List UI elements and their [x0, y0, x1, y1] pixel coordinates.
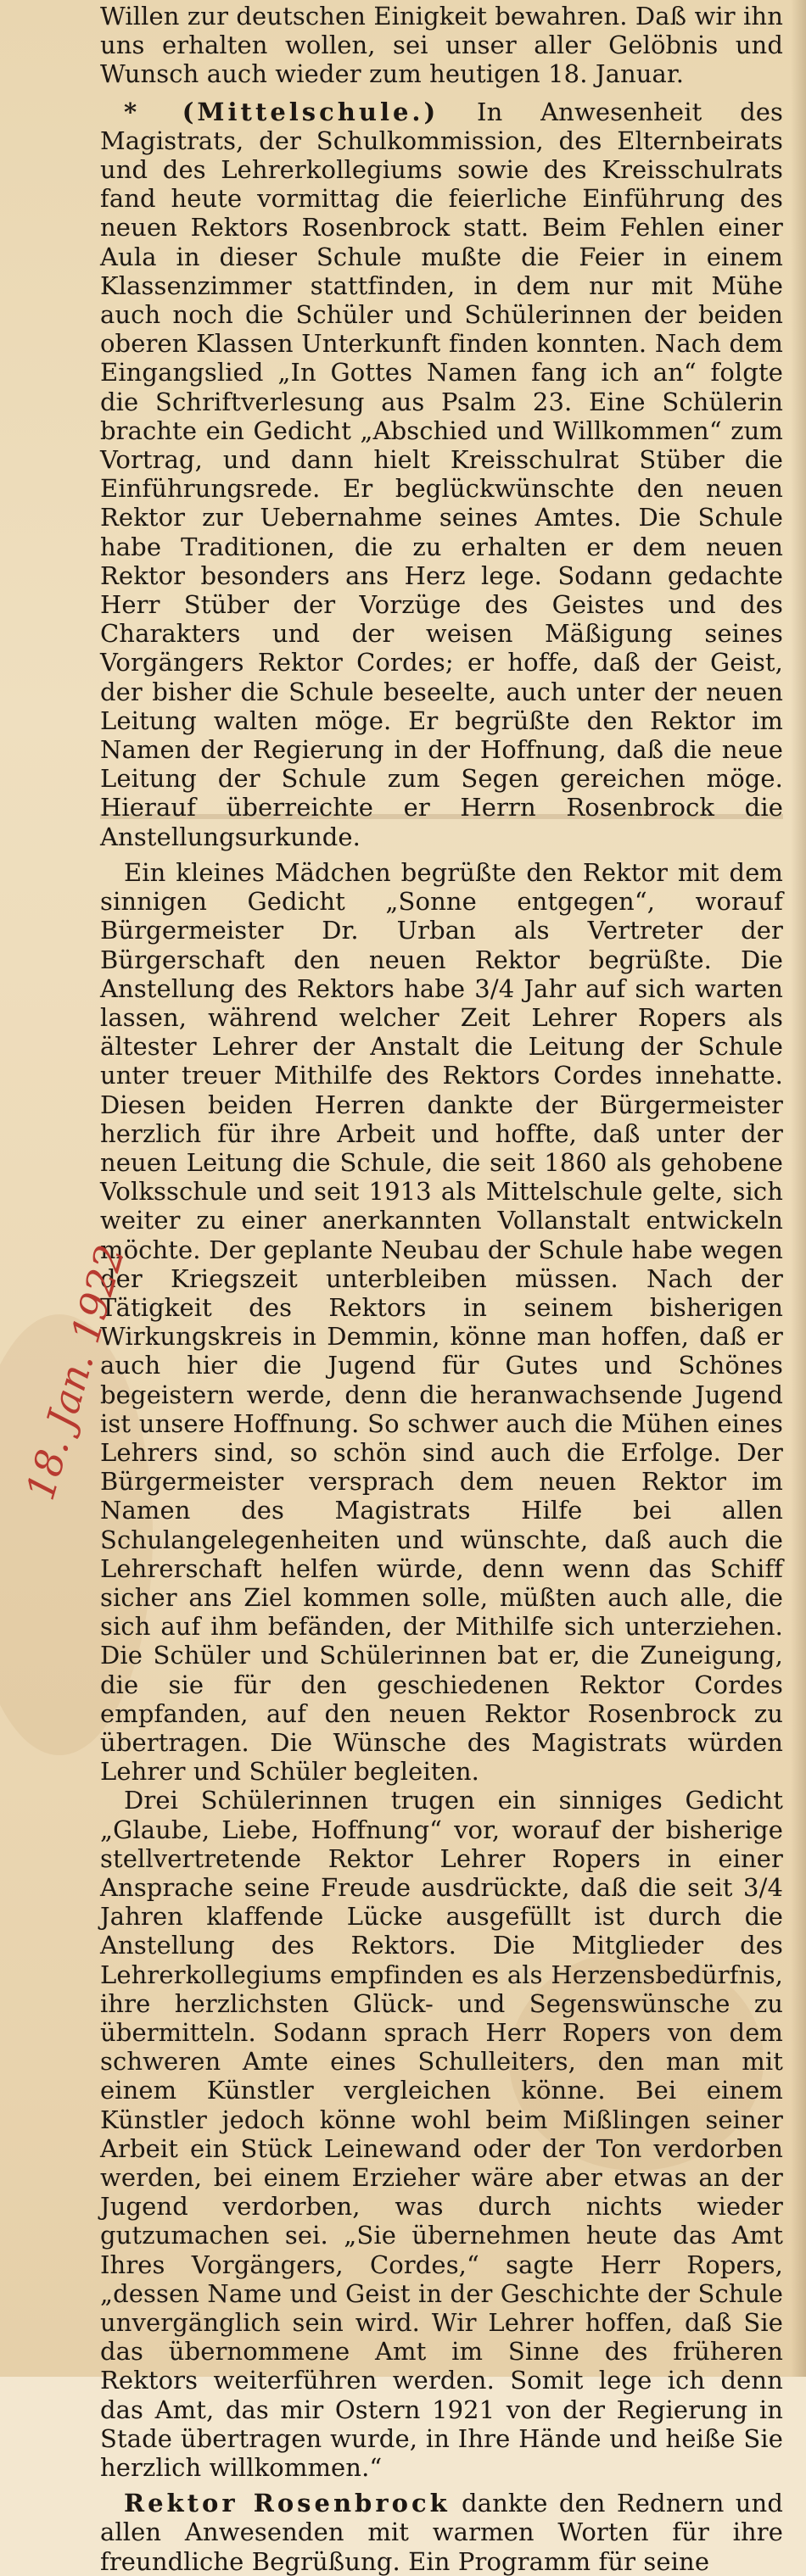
- article-column: [100, 0, 784, 2576]
- section-lead: * (Mittelschule.): [124, 97, 439, 126]
- paragraph-mittelschule: [100, 98, 783, 851]
- paragraph-rosenbrock: [100, 2489, 783, 2576]
- paper-edge-shadow: [791, 0, 806, 2377]
- handwritten-date-note: 18. Jan. 1922: [17, 1240, 134, 1505]
- intro-paragraph: Willen zur deutschen Einigkeit bewahren. Daß wir ihn uns erhalten wollen, sei unser aller Gelöbnis und Wunsch auch wieder zum heutigen 18. Januar.: [100, 2, 783, 89]
- rektor-name: Rektor Rosenbrock: [124, 2489, 451, 2518]
- paragraph-body: dankte den Rednern und allen Anwesenden mit warmen Worten für ihre freundliche Begrüßung. Ein Programm für seine: [100, 2489, 783, 2576]
- paragraph-burgermeister: Ein kleines Mädchen begrüßte den Rektor mit dem sinnigen Gedicht „Sonne entgegen“, worauf Bürgermeister Dr. Urban als Vertreter der Bürgerschaft den neuen Rektor begrüßte. Die Anstellung des Rektors habe 3/4 Jahr auf sich warten lassen, während welcher Zeit Lehrer Ropers als ältester Lehrer der Anstalt die Leitung der Schule unter treuer Mithilfe des Rektors Cordes innehatte. Diesen beiden Herren dankte der Bürgermeister herzlich für ihre Arbeit und hoffte, daß unter der neuen Leitung die Schule, die seit 1860 als gehobene Volksschule und seit 1913 als Mittelschule gelte, sich weiter zu einer anerkannten Vollanstalt entwickeln möchte. Der geplante Neubau der Schule habe wegen der Kriegszeit unterbleiben müssen. Nach der Tätigkeit des Rektors in seinem bisherigen Wirkungskreis in Demmin, könne man hoffen, daß er auch hier die Jugend für Gutes und Schönes begeistern werde, denn die heranwachsende Jugend ist unsere Hoffnung. So schwer auch die Mühen eines Lehrers sind, so schön sind auch die Erfolge. Der Bürgermeister versprach dem neuen Rektor im Namen des Magistrats Hilfe bei allen Schulangelegenheiten und wünschte, daß auch die Lehrerschaft helfen würde, denn wenn das Schiff sicher ans Ziel kommen solle, müßten auch alle, die sich auf ihm befänden, der Mithilfe sich unterziehen. Die Schüler und Schülerinnen bat er, die Zuneigung, die sie für den geschiedenen Rektor Cordes empfanden, auf den neuen Rektor Rosenbrock zu übertragen. Die Wünsche des Magistrats würden Lehrer und Schüler begleiten.: [100, 857, 783, 1787]
- paragraph-body: In Anwesenheit des Magistrats, der Schulkommission, des Elternbeirats und des Lehrerkollegiums sowie des Kreisschulrats fand heute vormittag die feierliche Einführung des neuen Rektors Rosenbrock statt. Beim Fehlen einer Aula in dieser Schule mußte die Feier in einem Klassenzimmer stattfinden, in dem nur mit Mühe auch noch die Schüler und Schülerinnen der beiden oberen Klassen Unterkunft finden konnten. Nach dem Eingangslied „In Gottes Namen fang ich an“ folgte die Schriftverlesung aus Psalm 23. Eine Schülerin brachte ein Gedicht „Abschied und Willkommen“ zum Vortrag, und dann hielt Kreisschulrat Stüber die Einführungsrede. Er beglückwünschte den neuen Rektor zur Uebernahme seines Amtes. Die Schule habe Traditionen, die zu erhalten er dem neuen Rektor besonders ans Herz lege. Sodann gedachte Herr Stüber der Vorzüge des Geistes und des Charakters und der weisen Mäßigung seines Vorgängers Rektor Cordes; er hoffe, daß der Geist, der bisher die Schule beseelte, auch unter der neuen Leitung walten möge. Er begrüßte den Rektor im Namen der Regierung in der Hoffnung, daß die neue Leitung der Schule zum Segen gereichen möge. Hierauf überreichte er Herrn Rosenbrock die Anstellungsurkunde.: [100, 97, 784, 851]
- paragraph-ropers: Drei Schülerinnen trugen ein sinniges Gedicht „Glaube, Liebe, Hoffnung“ vor, worauf der bisherige stellvertretende Rektor Lehrer Ropers in einer Ansprache seine Freude ausdrückte, daß die seit 3/4 Jahren klaffende Lücke ausgefüllt ist durch die Anstellung des Rektors. Die Mitglieder des Lehrerkollegiums empfinden es als Herzensbedürfnis, ihre herzlichsten Glück- und Segenswünsche zu übermitteln. Sodann sprach Herr Ropers von dem schweren Amte eines Schulleiters, den man mit einem Künstler vergleichen könne. Bei einem Künstler jedoch könne wohl beim Mißlingen seiner Arbeit ein Stück Leinewand oder der Ton verdorben werden, bei einem Erzieher wäre aber etwas an der Jugend verdorben, was durch nichts wieder gutzumachen sei. „Sie übernehmen heute das Amt Ihres Vorgängers, Cordes,“ sagte Herr Ropers, „dessen Name und Geist in der Geschichte der Schule unvergänglich sein wird. Wir Lehrer hoffen, daß Sie das übernommene Amt im Sinne des früheren Rektors weiterführen werden. Somit lege ich denn das Amt, das mir Ostern 1921 von der Regierung in Stade übertragen wurde, in Ihre Hände und heiße Sie herzlich willkommen.“: [100, 1786, 783, 2483]
